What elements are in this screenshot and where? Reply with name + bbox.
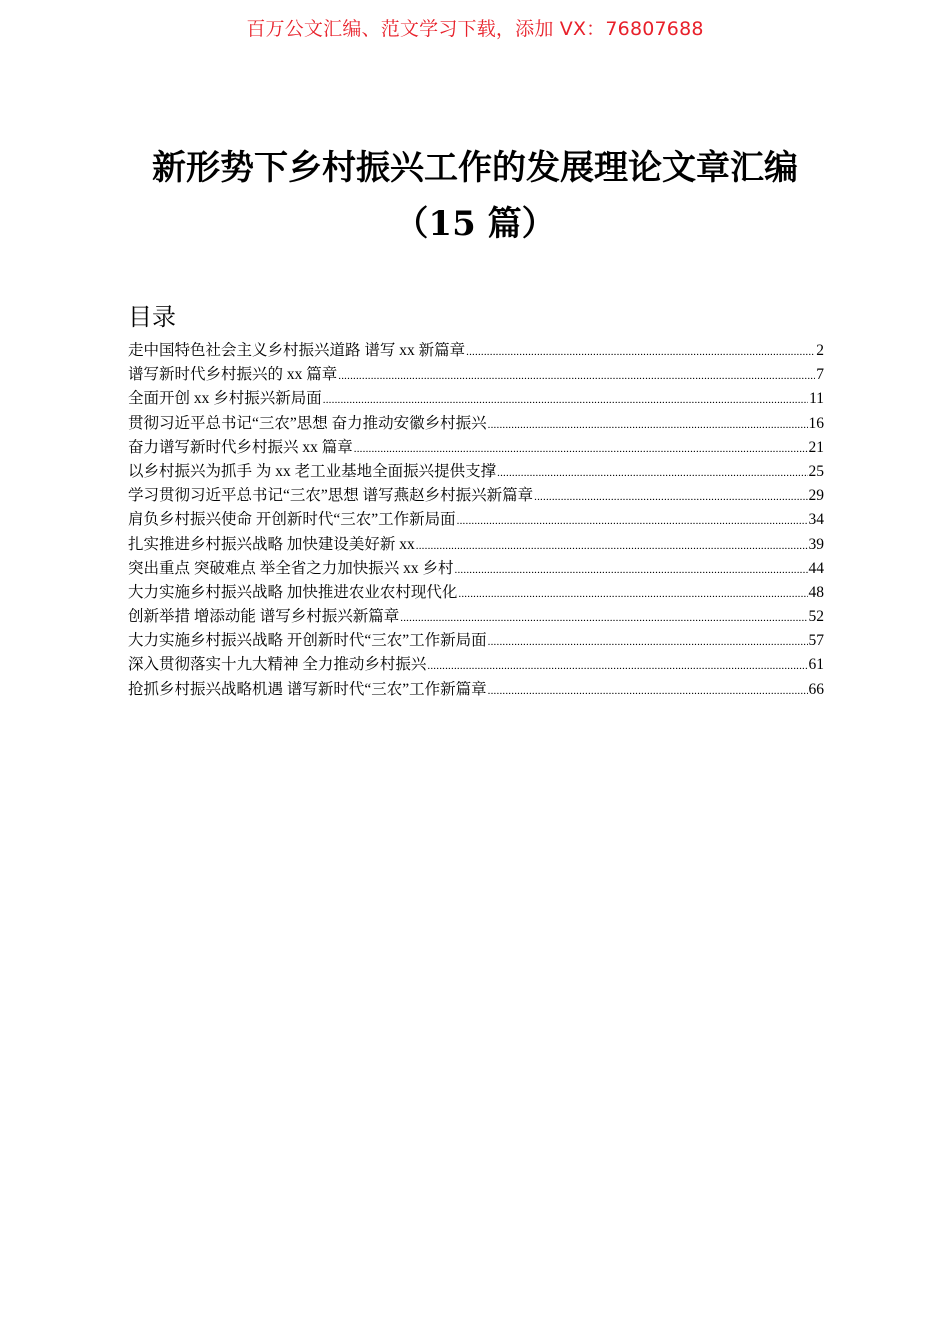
toc-entry[interactable] [128,557,824,581]
toc-dot-leader [488,679,808,703]
toc-entry[interactable] [128,508,824,532]
document-title [0,140,950,252]
toc-entry-title: 走中国特色社会主义乡村振兴道路 谱写 xx 新篇章 [128,342,466,359]
toc-dot-leader [488,630,808,654]
toc-dot-leader [488,413,808,437]
toc-dot-leader [455,558,808,582]
toc-entry-title: 扎实推进乡村振兴战略 加快建设美好新 xx [128,535,415,553]
toc-entry-title: 全面开创 xx 乡村振兴新局面 [128,390,322,408]
toc-entry-page: 2 [816,342,824,359]
toc-entry-page: 61 [808,656,824,674]
toc-dot-leader [354,437,808,461]
toc-entry-page: 34 [808,511,824,529]
toc-entry-title: 深入贯彻落实十九大精神 全力推动乡村振兴 [128,656,427,674]
toc-entry-title: 谱写新时代乡村振兴的 xx 篇章 [128,366,338,384]
toc-heading: 目录 [128,303,176,331]
toc-entry-page: 29 [808,487,824,505]
toc-dot-leader [400,606,807,630]
toc-entry-title: 以乡村振兴为抓手 为 xx 老工业基地全面振兴提供支撑 [128,462,497,480]
toc-entry-title: 肩负乡村振兴使命 开创新时代“三农”工作新局面 [128,511,456,529]
toc-entry[interactable] [128,363,824,387]
toc-dot-leader [497,461,807,485]
toc-entry-page: 52 [808,608,824,626]
toc-entry-page: 11 [809,390,824,408]
toc-dot-leader [466,340,815,364]
toc-dot-leader [416,534,808,558]
toc-entry[interactable] [128,605,824,629]
toc-entry-title: 奋力谱写新时代乡村振兴 xx 篇章 [128,438,353,456]
toc-entry[interactable] [128,484,824,508]
toc-dot-leader [323,388,808,412]
toc-dot-leader [338,364,815,388]
toc-dot-leader [457,509,808,533]
toc-entry[interactable] [128,412,824,436]
toc-entry-title: 大力实施乡村振兴战略 开创新时代“三农”工作新局面 [128,632,487,650]
toc-entry[interactable] [128,533,824,557]
toc-entry[interactable] [128,629,824,653]
toc-entry-page: 57 [808,632,824,650]
toc-entry-title: 创新举措 增添动能 谱写乡村振兴新篇章 [128,608,400,626]
table-of-contents [128,339,824,702]
toc-entry[interactable] [128,460,824,484]
toc-entry-page: 48 [808,583,824,601]
header-banner: 百万公文汇编、范文学习下载，添加 VX：76807688 [246,18,704,40]
toc-entry-page: 66 [808,680,824,698]
toc-entry[interactable] [128,581,824,605]
toc-entry-title: 抢抓乡村振兴战略机遇 谱写新时代“三农”工作新篇章 [128,680,487,698]
toc-entry-page: 44 [808,559,824,577]
toc-entry[interactable] [128,339,824,363]
toc-entry-title: 学习贯彻习近平总书记“三农”思想 谱写燕赵乡村振兴新篇章 [128,487,534,505]
document-title-line-2: （15 篇） [394,204,556,244]
toc-entry-page: 16 [808,414,824,432]
toc-dot-leader [427,654,807,678]
document-title-line-1: 新形势下乡村振兴工作的发展理论文章汇编 [152,148,798,188]
toc-entry-title: 贯彻习近平总书记“三农”思想 奋力推动安徽乡村振兴 [128,414,487,432]
toc-entry-title: 突出重点 突破难点 举全省之力加快振兴 xx 乡村 [128,559,454,577]
toc-entry-page: 25 [808,462,824,480]
toc-entry[interactable] [128,653,824,677]
toc-entry[interactable] [128,678,824,702]
toc-entry-page: 21 [808,438,824,456]
toc-dot-leader [458,582,807,606]
toc-entry[interactable] [128,387,824,411]
toc-entry[interactable] [128,436,824,460]
toc-entry-page: 39 [808,535,824,553]
toc-entry-title: 大力实施乡村振兴战略 加快推进农业农村现代化 [128,583,458,601]
toc-dot-leader [534,485,807,509]
toc-entry-page: 7 [816,366,824,384]
